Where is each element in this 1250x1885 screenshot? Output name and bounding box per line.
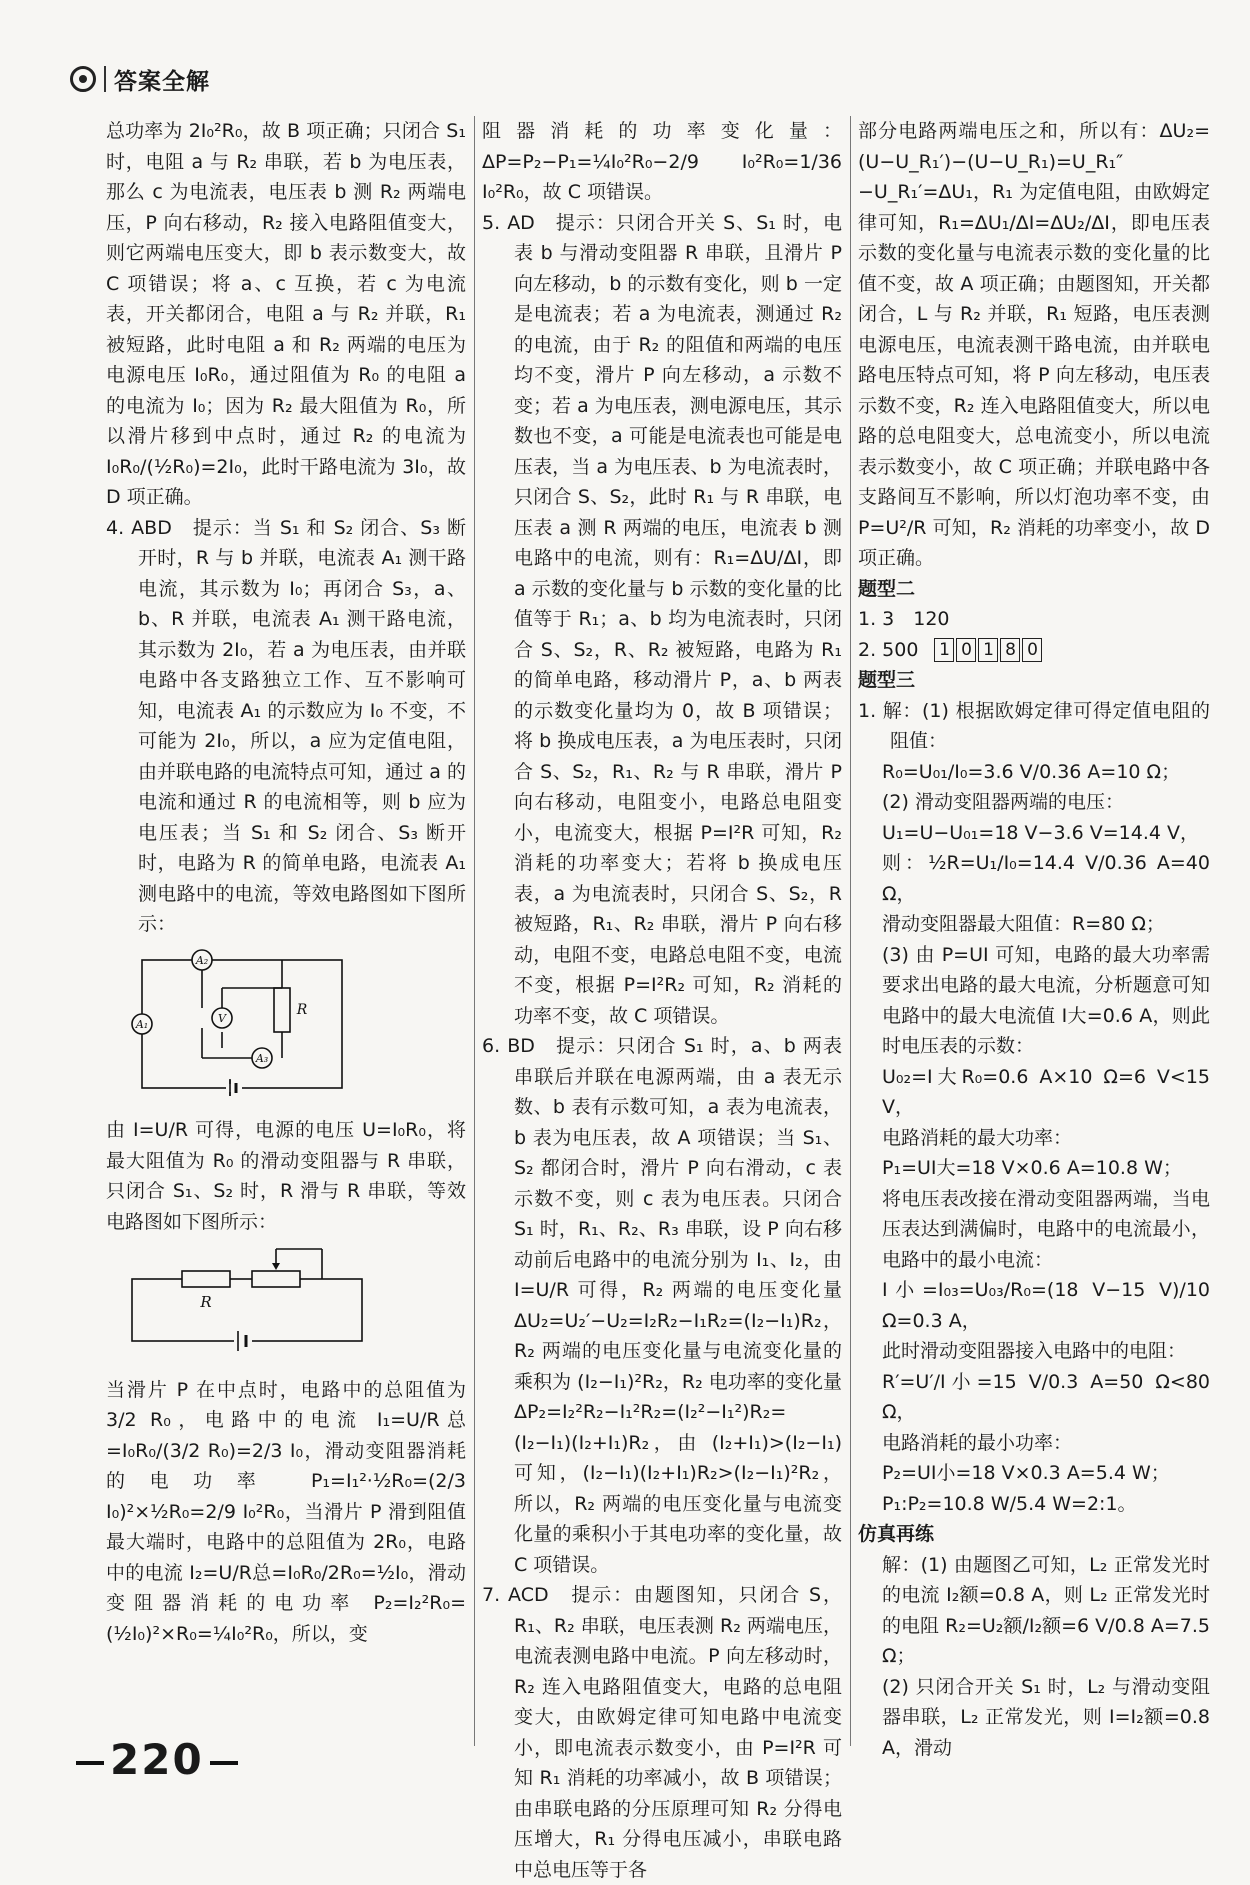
type2-answer-2-value: 2. 500	[858, 638, 919, 661]
type2-answer-2	[858, 635, 1210, 666]
solution-line: P₁:P₂=10.8 W/5.4 W=2:1。	[882, 1492, 1137, 1515]
solution-line: 电路消耗的最小功率：	[882, 1431, 1073, 1454]
answer-7: 7. ACD 提示：由题图知，只闭合 S，R₁、R₂ 串联，电压表测 R₂ 两端电压，电流表测电路中电流。P 向左移动时，R₂ 连入电路阻值变大，电路的总电阻变大，由欧姆定律可知电路中电流变小，即电流表示数变小，由 P=I²R 可知 R₁ 消耗的功率减小，故 B 项错误；由串联电路的分压原理可知 R₂ 分得电压增大，R₁ 分得电压减小，串联电路中总电压等于各	[482, 1584, 842, 1881]
section-type-2: 题型二	[858, 577, 916, 600]
solution-line: R′=U′/I小=15 V/0.3 A=50 Ω<80 Ω，	[882, 1370, 1210, 1423]
fig1-label-v: V	[218, 1011, 226, 1025]
solution-line: P₁=UI大=18 V×0.6 A=10.8 W；	[882, 1157, 1182, 1179]
col3-para-1: 部分电路两端电压之和，所以有：ΔU₂=(U−U_R₁′)−(U−U_R₁)=U_R₁″−U_R₁′=ΔU₁，R₁ 为定值电阻，由欧姆定律可知，R₁=ΔU₁/ΔI=ΔU₂/ΔI，即电压表示数的变化量与电流表示数的变化量的比值不变，故 A 项正确；由题图知，开关都闭合，L 与 R₂ 并联，R₁ 短路，电压表测电源电压，电流表测干路电流，由并联电路电压特点可知，将 P 向左移动，电压表示数不变，R₂ 连入电路阻值变大，所以电路的总电阻变大，总电流变小，所以电流表示数变小，故 C 项正确；并联电路中各支路间互不影响，所以灯泡功率不变，由 P=U²/R 可知，R₂ 消耗的功率变小，故 D 项正确。	[858, 120, 1210, 569]
page-header	[70, 62, 210, 96]
header-title: 答案全解	[114, 68, 210, 95]
solution-line: 将电压表改接在滑动变阻器两端，当电压表达到满偏时，电路中的电流最小，电路中的最小电流：	[882, 1187, 1210, 1271]
practice-line: (2) 只闭合开关 S₁ 时，L₂ 与滑动变阻器串联，L₂ 正常发光，则 I=I₂额=0.8 A，滑动	[882, 1675, 1210, 1759]
circuit-diagram-1	[122, 948, 466, 1106]
type2-answer-1: 1. 3 120	[858, 608, 950, 630]
brand-logo-icon	[70, 66, 96, 92]
column-3	[858, 116, 1210, 1763]
circuit-svg-2	[122, 1245, 372, 1355]
col1-para-1: 总功率为 2I₀²R₀，故 B 项正确；只闭合 S₁ 时，电阻 a 与 R₂ 串联，若 b 为电压表，那么 c 为电流表，电压表 b 测 R₂ 两端电压，P 向右移动，R₂ 接入电路阻值变大，则它两端电压变大，即 b 表示数变大，故 C 项错误；将 a、c 互换，若 c 为电流表，开关都闭合，电阻 a 与 R₂ 并联，R₁ 被短路，此时电阻 a 和 R₂ 两端的电压为电源电压 I₀R₀，通过阻值为 R₀ 的电阻 a 的电流为 I₀；因为 R₂ 最大阻值为 R₀，所以滑片移到中点时，通过 R₂ 的电流为 I₀R₀/(½R₀)=2I₀，此时干路电流为 3I₀，故 D 项正确。	[106, 120, 466, 508]
section-practice: 仿真再练	[858, 1523, 935, 1545]
digit-box: 1	[978, 638, 998, 662]
solution-line: I小=I₀₃=U₀₃/R₀=(18 V−15 V)/10 Ω=0.3 A，	[882, 1279, 1210, 1332]
column-divider-2	[850, 116, 851, 1746]
answer-6: 6. BD 提示：只闭合 S₁ 时，a、b 两表串联后并联在电源两端，由 a 表无示数、b 表有示数可知，a 表为电流表，b 表为电压表，故 A 项错误；当 S₁、S₂ 都闭合时，滑片 P 向右滑动，c 表示数不变，则 c 表为电压表。只闭合 S₁ 时，R₁、R₂、R₃ 串联，设 P 向右移动前后电路中的电流分别为 I₁、I₂，由 I=U/R 可得，R₂ 两端的电压变化量 ΔU₂=U₂′−U₂=I₂R₂−I₁R₂=(I₂−I₁)R₂，R₂ 两端的电压变化量与电流变化量的乘积为 (I₂−I₁)²R₂，R₂ 电功率的变化量 ΔP₂=I₂²R₂−I₁²R₂=(I₂²−I₁²)R₂=(I₂−I₁)(I₂+I₁)R₂，由 (I₂+I₁)>(I₂−I₁) 可知，(I₂−I₁)(I₂+I₁)R₂>(I₂−I₁)²R₂，所以，R₂ 两端的电压变化量与电流变化量的乘积小于其电功率的变化量，故 C 项错误。	[482, 1035, 842, 1576]
solution-line: 滑动变阻器最大阻值：R=80 Ω；	[882, 913, 1165, 935]
solution-line: P₂=UI小=18 V×0.3 A=5.4 W；	[882, 1462, 1170, 1484]
solution-line: (2) 滑动变阻器两端的电压：	[882, 791, 1124, 813]
header-divider	[104, 66, 106, 92]
digit-box: 8	[1000, 638, 1020, 662]
solution-line: 1. 解：(1) 根据欧姆定律可得定值电阻的阻值：	[858, 699, 1210, 752]
solution-line: R₀=U₀₁/I₀=3.6 V/0.36 A=10 Ω；	[882, 760, 1181, 783]
digit-box: 1	[934, 638, 954, 662]
solution-line: U₀₂=I大R₀=0.6 A×10 Ω=6 V<15 V，	[882, 1065, 1210, 1118]
digit-box: 0	[1022, 638, 1042, 662]
col1-para-3: 由 I=U/R 可得，电源的电压 U=I₀R₀，将最大阻值为 R₀ 的滑动变阻器与 R 串联，只闭合 S₁、S₂ 时，R 滑与 R 串联，等效电路图如下图所示：	[106, 1119, 466, 1233]
practice-line: 解：(1) 由题图乙可知，L₂ 正常发光时的电流 I₂额=0.8 A，则 L₂ 正常发光时的电阻 R₂=U₂额/I₂额=6 V/0.8 A=7.5 Ω；	[882, 1553, 1210, 1667]
fig1-label-r: R	[296, 1001, 308, 1018]
fig1-label-a2: A₂	[195, 953, 209, 967]
circuit-svg-1	[122, 948, 352, 1096]
circuit-diagram-2	[122, 1245, 466, 1365]
column-2	[482, 116, 842, 1885]
answer-5: 5. AD 提示：只闭合开关 S、S₁ 时，电表 b 与滑动变阻器 R 串联，且滑片 P 向左移动，b 的示数有变化，则 b 一定是电流表；若 a 为电流表，测通过 R₂ 的电流，由于 R₂ 的阻值和两端的电压均不变，滑片 P 向左移动，a 示数不变；若 a 为电压表，测电源电压，其示数也不变，a 可能是电流表也可能是电压表，当 a 为电压表、b 为电流表时，只闭合 S、S₂，此时 R₁ 与 R 串联，电压表 a 测 R 两端的电压，电流表 b 测电路中的电流，则有：R₁=ΔU/ΔI，即 a 示数的变化量与 b 示数的变化量的比值等于 R₁；a、b 均为电流表时，只闭合 S、S₂，R、R₂ 被短路，电路为 R₁ 的简单电路，移动滑片 P，a、b 两表的示数变化量均为 0，故 B 项错误；将 b 换成电压表，a 为电压表时，只闭合 S、S₂，R₁、R₂ 与 R 串联，滑片 P 向右移动，电阻变小，电路总电阻变小，电流变大，根据 P=I²R 可知，R₂ 消耗的功率变大；若将 b 换成电压表，a 为电流表时，只闭合 S、S₂，R 被短路，R₁、R₂ 串联，滑片 P 向右移动，电阻不变，电路总电阻不变，电流不变，根据 P=I²R₂ 可知，R₂ 消耗的功率不变，故 C 项错误。	[482, 211, 842, 1027]
page-number: 220	[70, 1735, 244, 1784]
col1-para-4: 当滑片 P 在中点时，电路中的总阻值为 3/2 R₀，电路中的电流 I₁=U/R总=I₀R₀/(3/2 R₀)=2/3 I₀，滑动变阻器消耗的电功率 P₁=I₁²·½R₀=(2/3 I₀)²×½R₀=2/9 I₀²R₀，当滑片 P 滑到阻值最大端时，电路中的总阻值为 2R₀，电路中的电流 I₂=U/R总=I₀R₀/2R₀=½I₀，滑动变阻器消耗的电功率 P₂=I₂²R₀=(½I₀)²×R₀=¼I₀²R₀，所以，变	[106, 1378, 466, 1645]
fig2-label-r: R	[200, 1293, 212, 1311]
digit-box: 0	[956, 638, 976, 662]
digit-boxes	[934, 638, 1042, 662]
fig1-label-a3: A₃	[255, 1051, 269, 1065]
solution-line: (3) 由 P=UI 可知，电路的最大功率需要求出电路的最大电流，分析题意可知电路中的最大电流值 I大=0.6 A，则此时电压表的示数：	[882, 943, 1210, 1057]
section-type-3: 题型三	[858, 669, 916, 691]
col2-para-1: 阻器消耗的功率变化量：ΔP=P₂−P₁=¼I₀²R₀−2/9 I₀²R₀=1/36 I₀²R₀，故 C 项错误。	[482, 120, 842, 203]
solution-line: 则：½R=U₁/I₀=14.4 V/0.36 A=40 Ω，	[882, 852, 1210, 905]
solution-line: U₁=U−U₀₁=18 V−3.6 V=14.4 V，	[882, 821, 1199, 844]
solution-line: 此时滑动变阻器接入电路中的电阻：	[882, 1340, 1187, 1362]
column-divider-1	[474, 116, 475, 1746]
solution-line: 电路消耗的最大功率：	[882, 1126, 1073, 1149]
column-1	[106, 116, 466, 1649]
answer-4: 4. ABD 提示：当 S₁ 和 S₂ 闭合、S₃ 断开时，R 与 b 并联，电流表 A₁ 测干路电流，其示数为 I₀；再闭合 S₃，a、b、R 并联，电流表 A₁ 测干路电流，其示数为 2I₀，若 a 为电压表，由并联电路中各支路独立工作、互不影响可知，电流表 A₁ 的示数应为 I₀ 不变，不可能为 2I₀，所以，a 应为定值电阻，由并联电路的电流特点可知，通过 a 的电流和通过 R 的电流相等，则 b 应为电压表；当 S₁ 和 S₂ 闭合、S₃ 断开时，电路为 R 的简单电路，电流表 A₁ 测电路中的电流，等效电路图如下图所示：	[106, 516, 466, 935]
fig1-label-a1: A₁	[135, 1017, 149, 1031]
